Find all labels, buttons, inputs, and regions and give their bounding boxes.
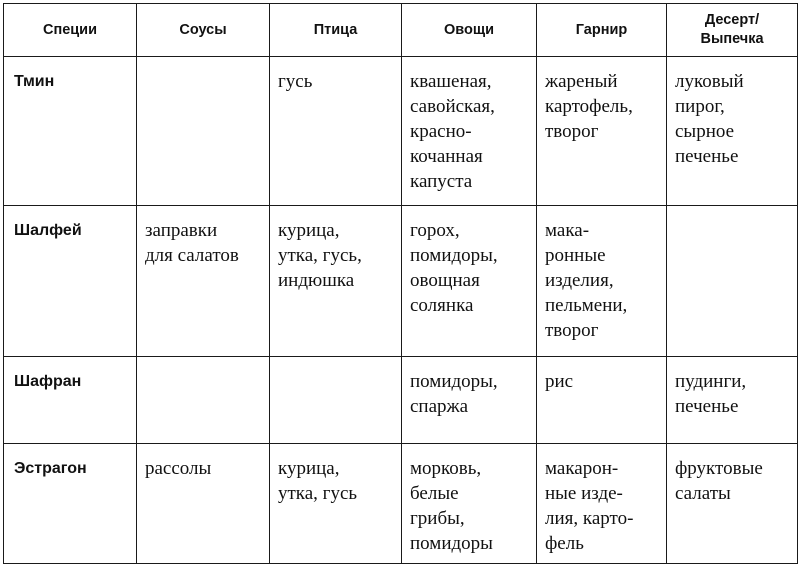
row-spice-name: Тмин xyxy=(4,57,137,206)
header-vegetables: Овощи xyxy=(402,4,537,57)
row-spice-name: Эстрагон xyxy=(4,444,137,564)
cell-side-dish: мака- ронные изделия, пельмени, творог xyxy=(537,206,667,357)
cell-sauces xyxy=(137,357,270,444)
row-spice-name: Шалфей xyxy=(4,206,137,357)
table-row xyxy=(4,57,798,206)
cell-poultry: гусь xyxy=(270,57,402,206)
cell-dessert: фруктовые салаты xyxy=(667,444,798,564)
table-row xyxy=(4,357,798,444)
header-poultry: Птица xyxy=(270,4,402,57)
header-side-dish: Гарнир xyxy=(537,4,667,57)
cell-vegetables: квашеная, савойская, красно- кочанная капуста xyxy=(402,57,537,206)
table-row xyxy=(4,206,798,357)
cell-sauces: рассолы xyxy=(137,444,270,564)
cell-dessert: пудинги, печенье xyxy=(667,357,798,444)
header-spices: Специи xyxy=(4,4,137,57)
cell-poultry xyxy=(270,357,402,444)
spice-pairing-table xyxy=(3,3,798,564)
cell-sauces xyxy=(137,57,270,206)
table-row xyxy=(4,444,798,564)
row-spice-name: Шафран xyxy=(4,357,137,444)
cell-sauces: заправки для салатов xyxy=(137,206,270,357)
cell-vegetables: помидоры, спаржа xyxy=(402,357,537,444)
cell-vegetables: морковь, белые грибы, помидоры xyxy=(402,444,537,564)
cell-side-dish: макарон- ные изде- лия, карто- фель xyxy=(537,444,667,564)
header-row xyxy=(4,4,798,57)
cell-poultry: курица, утка, гусь xyxy=(270,444,402,564)
header-sauces: Соусы xyxy=(137,4,270,57)
cell-dessert: луковый пирог, сырное печенье xyxy=(667,57,798,206)
cell-side-dish: жареный картофель, творог xyxy=(537,57,667,206)
cell-poultry: курица, утка, гусь, индюшка xyxy=(270,206,402,357)
header-dessert: Десерт/ Выпечка xyxy=(667,4,798,57)
cell-side-dish: рис xyxy=(537,357,667,444)
cell-dessert xyxy=(667,206,798,357)
cell-vegetables: горох, помидоры, овощная солянка xyxy=(402,206,537,357)
